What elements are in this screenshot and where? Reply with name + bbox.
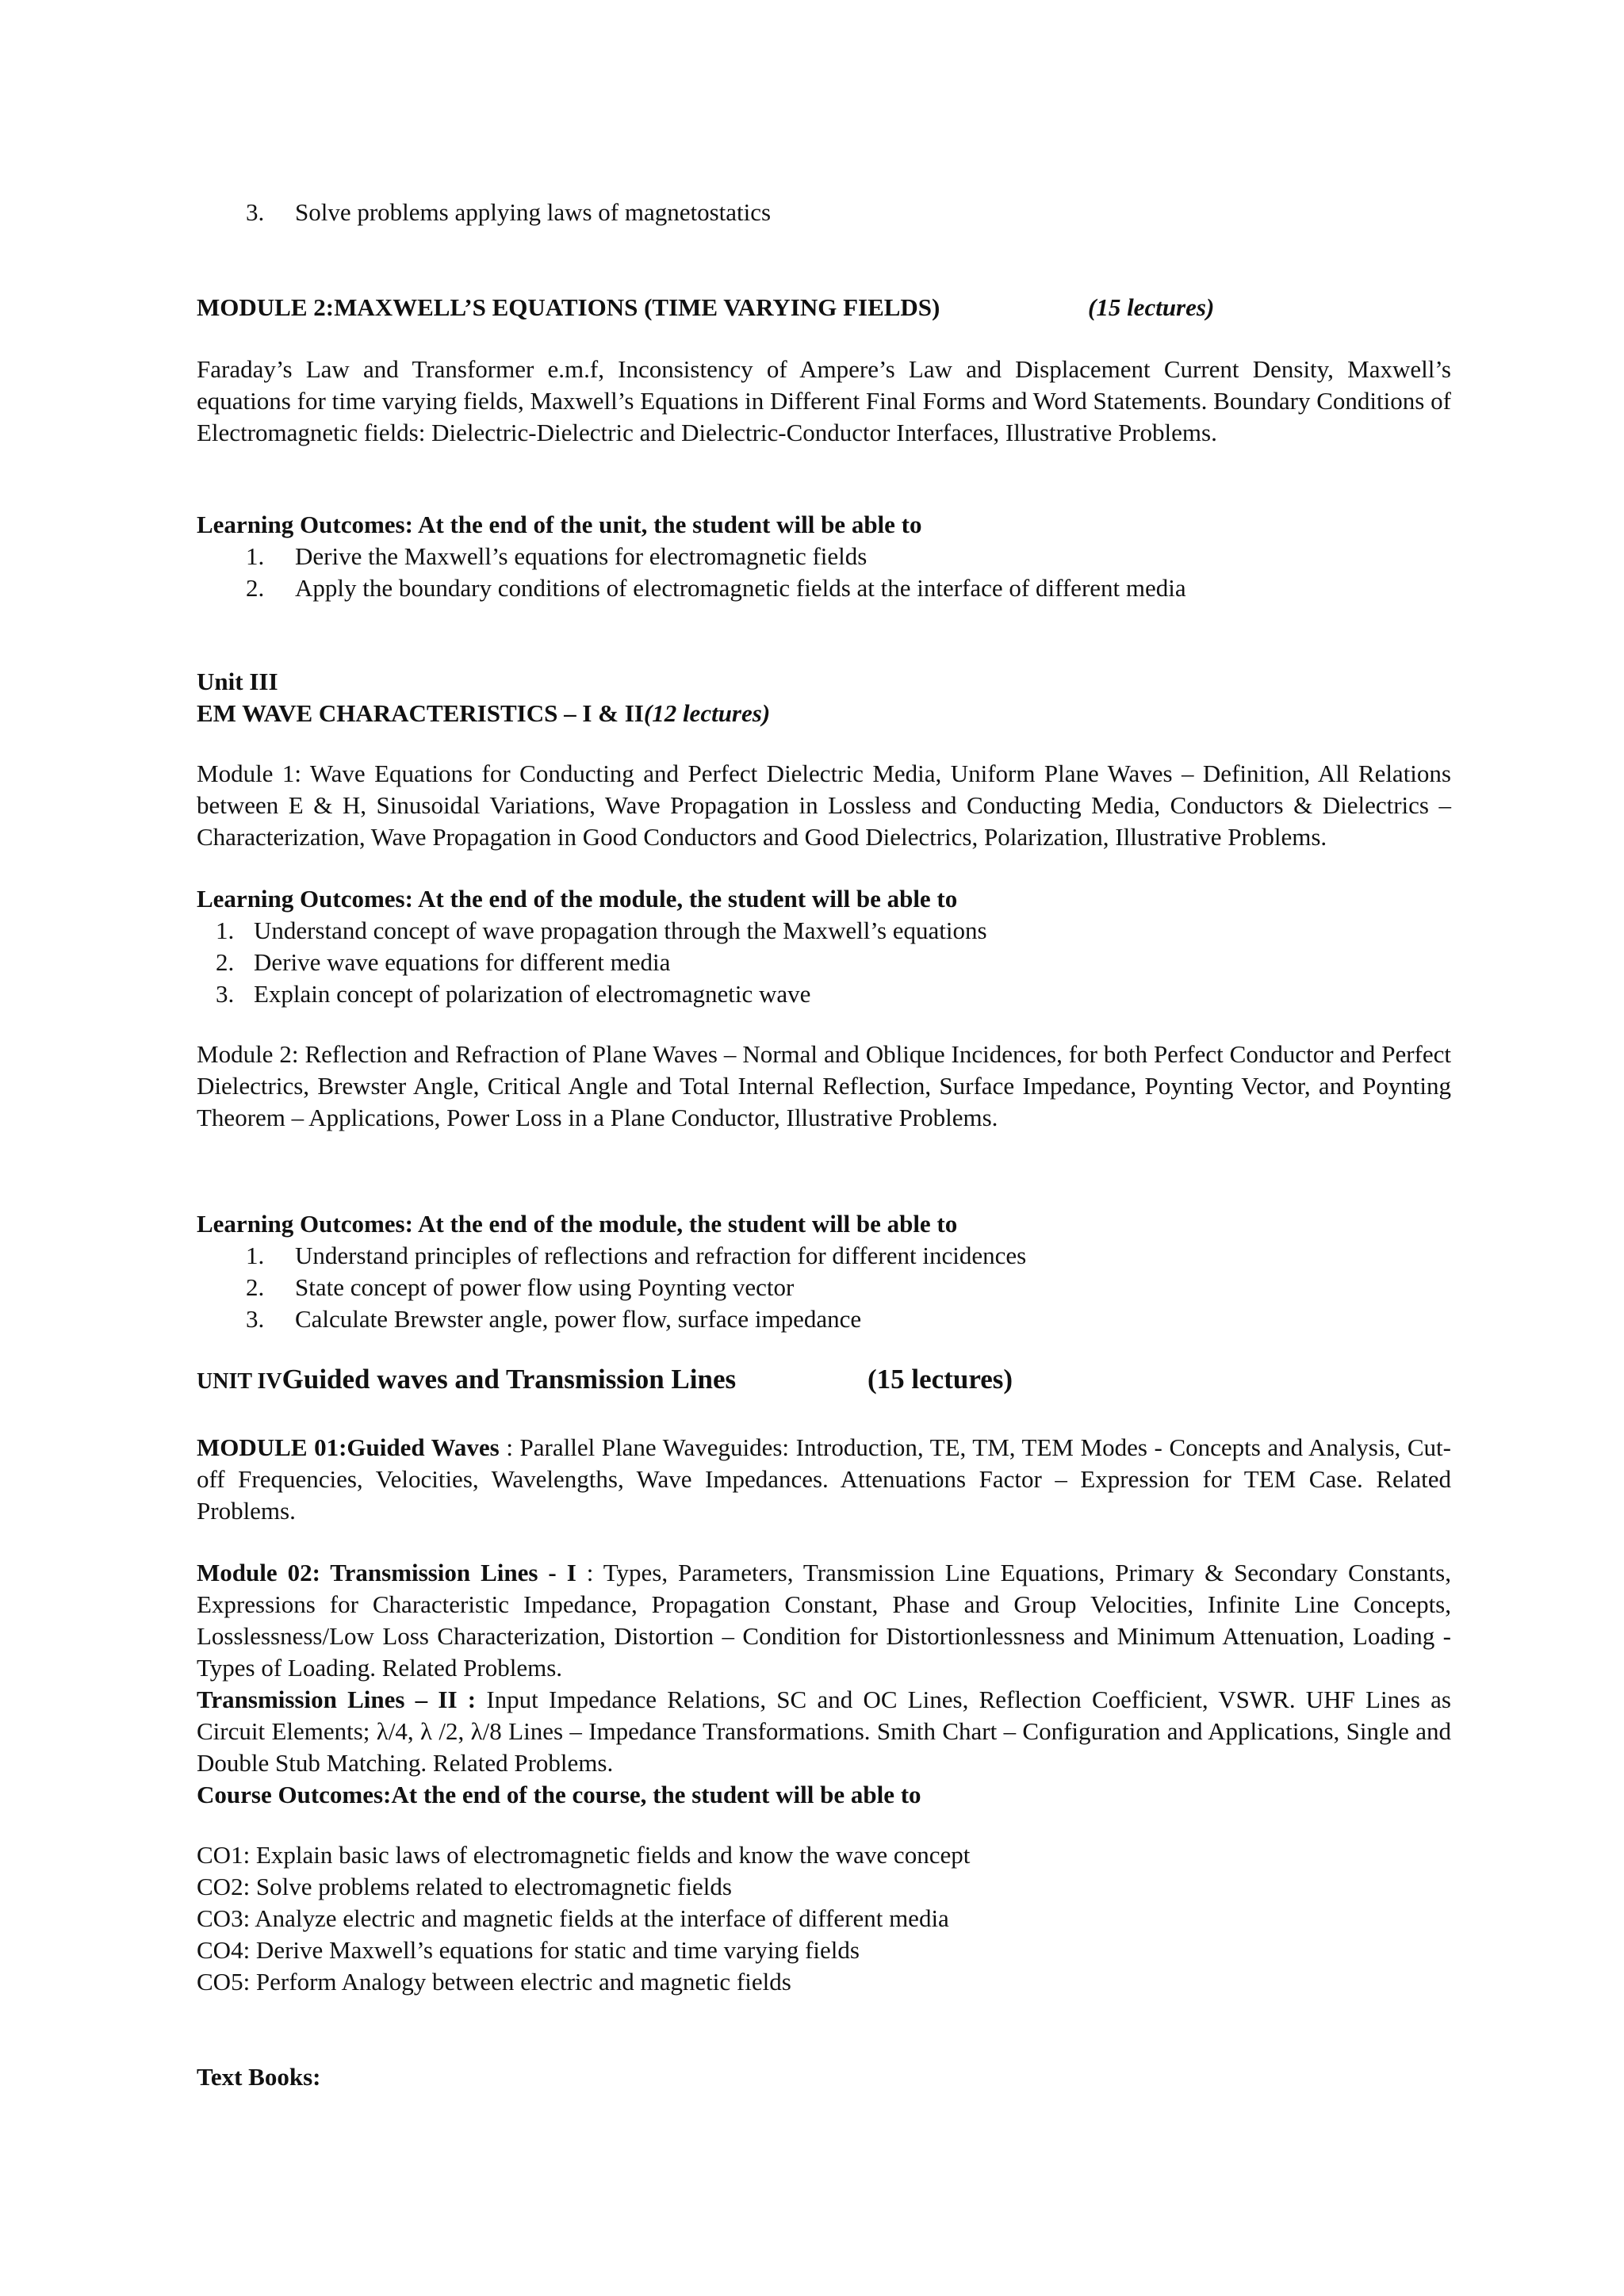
list-number: 2. [216, 948, 235, 976]
unit4-title: Guided waves and Transmission Lines [282, 1364, 737, 1395]
unit3-module1-outcomes-list [197, 915, 1451, 1010]
unit4-label: UNIT IV [197, 1369, 282, 1394]
list-number: 3. [216, 980, 235, 1008]
unit4-module02-text: : Types, Parameters, Transmission Line Equations, Primary & Secondary Constants, Expressions for Characteristic Impedance, Propagation Constant, Phase and Group Velocities, Infinite Line Concepts, Losslessness/Low Loss Characterization, Distortion – Condition for Distortionlessness and Minimum Attenuation, Loading - Types of Loading. Related Problems. [197, 1559, 1451, 1682]
list-number: 1. [216, 916, 235, 944]
text-books-heading: Text Books: [197, 2063, 321, 2091]
course-outcome-text: CO5: Perform Analogy between electric and magnetic fields [197, 1968, 791, 1996]
course-outcome-item [197, 1934, 1451, 1966]
module2-lectures: (15 lectures) [1088, 293, 1215, 321]
unit3-module2-description: Module 2: Reflection and Refraction of Plane Waves – Normal and Oblique Incidences, for both Perfect Conductor and Perfect Dielectrics, Brewster Angle, Critical Angle and Total Internal Reflection, Surface Impedance, Poynting Vector, and Poynting Theorem – Applications, Power Loss in a Plane Conductor, Illustrative Problems. [197, 1040, 1451, 1131]
list-number: 2. [246, 574, 265, 602]
list-item [197, 1303, 1451, 1335]
list-text: Understand principles of reflections and refraction for different incidences [295, 1242, 1027, 1269]
list-text: Solve problems applying laws of magnetostatics [295, 198, 772, 226]
unit3-module1-outcomes-heading: Learning Outcomes: At the end of the module, the student will be able to [197, 885, 958, 913]
list-text: Derive wave equations for different media [254, 948, 671, 976]
list-item [197, 197, 1451, 228]
module2-description: Faraday’s Law and Transformer e.m.f, Inconsistency of Ampere’s Law and Displacement Current Density, Maxwell’s equations for time varying fields, Maxwell’s Equations in Different Final Forms and Word Statements. Boundary Conditions of Electromagnetic fields: Dielectric-Dielectric and Dielectric-Conductor Interfaces, Illustrative Problems. [197, 355, 1451, 446]
course-outcomes-heading: Course Outcomes:At the end of the course, the student will be able to [197, 1781, 921, 1808]
list-item [197, 1272, 1451, 1303]
unit3-module1-description: Module 1: Wave Equations for Conducting and Perfect Dielectric Media, Uniform Plane Waves – Definition, All Relations between E & H, Sinusoidal Variations, Wave Propagation in Lossless and Conducting Media, Conductors & Dielectrics – Characterization, Wave Propagation in Good Conductors and Good Dielectrics, Polarization, Illustrative Problems. [197, 760, 1451, 851]
list-number: 1. [246, 542, 265, 570]
list-number: 1. [246, 1242, 265, 1269]
course-outcomes-list [197, 1839, 1451, 1998]
unit4-module01-description [197, 1432, 1451, 1527]
list-text: Apply the boundary conditions of electromagnetic fields at the interface of different media [295, 574, 1186, 602]
list-text: Understand concept of wave propagation through the Maxwell’s equations [254, 916, 987, 944]
course-outcome-text: CO3: Analyze electric and magnetic fields at the interface of different media [197, 1904, 949, 1932]
course-outcome-item [197, 1903, 1451, 1934]
unit4-module01-text: : Parallel Plane Waveguides: Introduction, TE, TM, TEM Modes - Concepts and Analysis, Cut-off Frequencies, Velocities, Wavelengths, Wave Impedances. Attenuations Factor – Expression for TEM Case. Related Problems. [197, 1433, 1451, 1525]
unit3-module2-outcomes-list [197, 1240, 1451, 1335]
module2-outcomes-heading: Learning Outcomes: At the end of the unit, the student will be able to [197, 511, 922, 538]
list-item [197, 1240, 1451, 1272]
list-text: State concept of power flow using Poynting vector [295, 1273, 795, 1301]
magnetostatics-outcomes-list [197, 197, 1451, 228]
course-outcome-item [197, 1871, 1451, 1903]
course-outcome-text: CO2: Solve problems related to electromagnetic fields [197, 1873, 732, 1900]
unit4-lectures: (15 lectures) [868, 1364, 1013, 1395]
list-item [197, 541, 1451, 572]
list-number: 3. [246, 1305, 265, 1333]
module2-outcomes-list [197, 541, 1451, 604]
module2-title: MODULE 2:MAXWELL’S EQUATIONS (TIME VARYING FIELDS) [197, 293, 940, 321]
course-outcome-item [197, 1839, 1451, 1871]
unit4-module02-label: Module 02: Transmission Lines - I [197, 1559, 576, 1586]
unit3-label: Unit III [197, 668, 278, 695]
list-number: 2. [246, 1273, 265, 1301]
list-item [197, 915, 1451, 947]
course-outcome-text: CO4: Derive Maxwell’s equations for static and time varying fields [197, 1936, 860, 1964]
list-text: Derive the Maxwell’s equations for electromagnetic fields [295, 542, 868, 570]
unit4-tl2-description [197, 1684, 1451, 1779]
list-item [197, 947, 1451, 978]
unit4-module02-description [197, 1557, 1451, 1684]
unit3-heading [197, 698, 770, 729]
course-outcome-text: CO1: Explain basic laws of electromagnetic fields and know the wave concept [197, 1841, 971, 1869]
unit3-lectures: (12 lectures) [643, 699, 771, 727]
course-outcome-item [197, 1966, 1451, 1998]
unit3-module2-outcomes-heading: Learning Outcomes: At the end of the module, the student will be able to [197, 1210, 958, 1238]
list-number: 3. [246, 198, 265, 226]
unit4-tl2-text: Input Impedance Relations, SC and OC Lines, Reflection Coefficient, VSWR. UHF Lines as Circuit Elements; λ/4, λ /2, λ/8 Lines – Impedance Transformations. Smith Chart – Configuration and Applications, Single and Double Stub Matching. Related Problems. [197, 1686, 1451, 1777]
unit3-title: EM WAVE CHARACTERISTICS – I & II [197, 699, 644, 727]
unit4-module01-label: MODULE 01:Guided Waves [197, 1433, 500, 1461]
list-text: Explain concept of polarization of electromagnetic wave [254, 980, 811, 1008]
list-item [197, 572, 1451, 604]
list-text: Calculate Brewster angle, power flow, surface impedance [295, 1305, 862, 1333]
unit4-tl2-label: Transmission Lines – II : [197, 1686, 477, 1713]
module2-heading [197, 292, 940, 323]
unit4-heading [197, 1364, 736, 1398]
list-item [197, 978, 1451, 1010]
